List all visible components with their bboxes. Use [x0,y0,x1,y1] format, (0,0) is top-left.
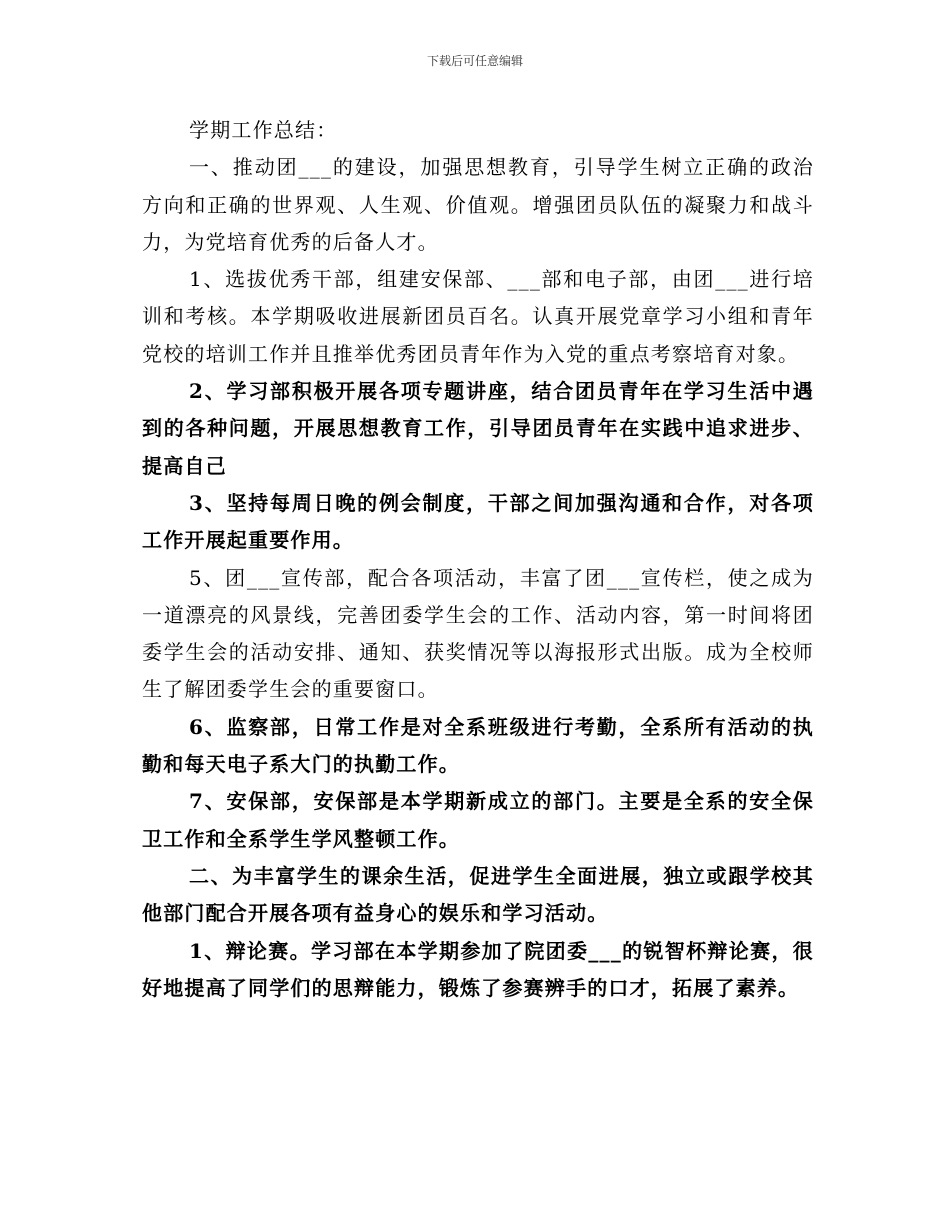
paragraph-item-1: 1、选拔优秀干部，组建安保部、___部和电子部，由团___进行培训和考核。本学期吸收进展新团员百名。认真开展党章学习小组和青年党校的培训工作并且推举优秀团员青年作为入党的重点考察培育对象。 [142,267,814,366]
document-body [142,112,814,1007]
paragraph-item-2: 2、学习部积极开展各项专题讲座，结合团员青年在学习生活中遇到的各种问题，开展思想教育工作，引导团员青年在实践中追求进步、提高自己 [142,379,814,478]
paragraph-item-3: 3、坚持每周日晚的例会制度，干部之间加强沟通和合作，对各项工作开展起重要作用。 [142,490,814,553]
paragraph-title: 学期工作总结： [189,118,338,142]
paragraph-section-two: 二、为丰富学生的课余生活，促进学生全面进展，独立或跟学校其他部门配合开展各项有益身心的娱乐和学习活动。 [142,863,814,926]
paragraph-item-7: 7、安保部，安保部是本学期新成立的部门。主要是全系的安全保卫工作和全系学生学风整顿工作。 [142,789,814,851]
paragraph-item-5: 5、团___宣传部，配合各项活动，丰富了团___宣传栏，使之成为一道漂亮的风景线，完善团委学生会的工作、活动内容，第一时间将团委学生会的活动安排、通知、获奖情况等以海报形式出版。成为全校师生了解团委学生会的重要窗口。 [142,565,814,702]
paragraph-item-6: 6、监察部，日常工作是对全系班级进行考勤，全系所有活动的执勤和每天电子系大门的执勤工作。 [142,714,814,777]
header-note: 下载后可任意编辑 [426,54,523,68]
paragraph-section-one: 一、推动团___的建设，加强思想教育，引导学生树立正确的政治方向和正确的世界观、人生观、价值观。增强团员队伍的凝聚力和战斗力，为党培育优秀的后备人才。 [142,155,814,254]
paragraph-debate: 1、辩论赛。学习部在本学期参加了院团委___的锐智杯辩论赛，很好地提高了同学们的思辩能力，锻炼了参赛辨手的口才，拓展了素养。 [142,938,814,1000]
